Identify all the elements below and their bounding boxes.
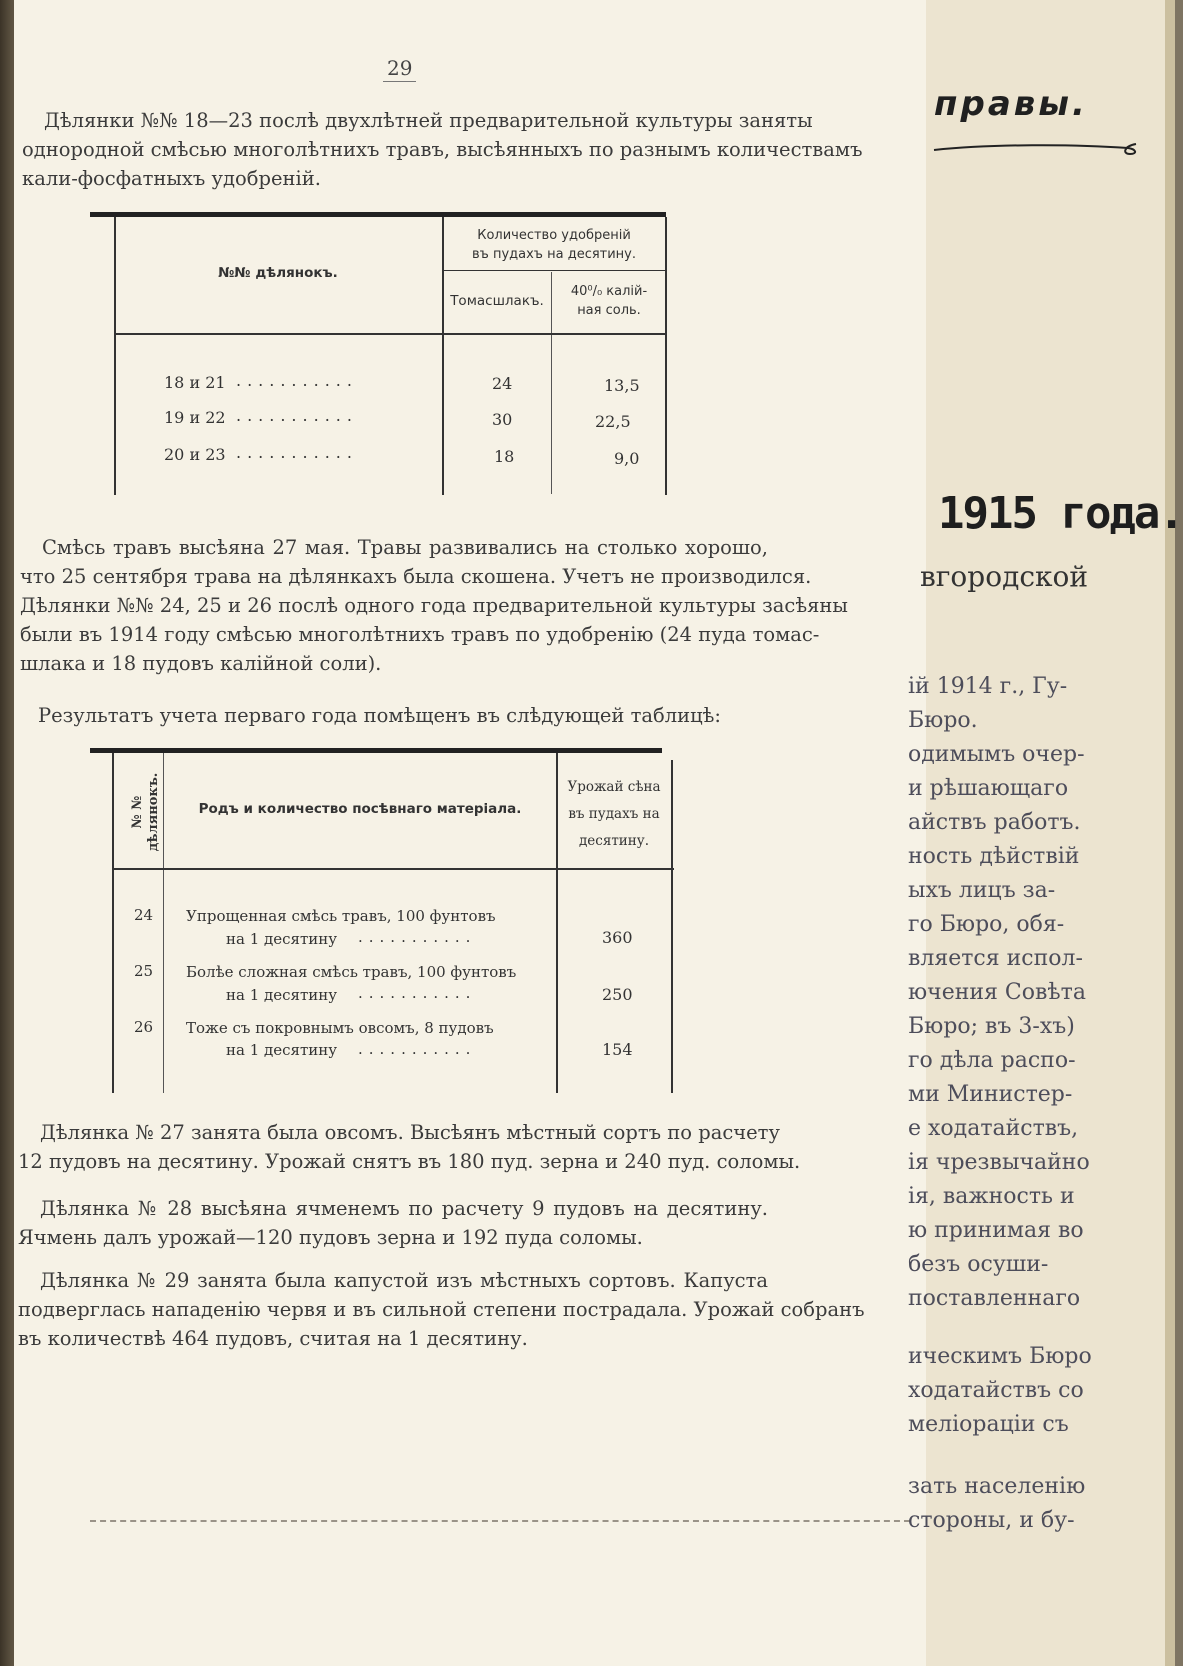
body-line: Дѣлянка № 28 высѣяна ячменемъ по расчету 9 пудовъ на десятину. [40, 1197, 768, 1220]
right-page-year-heading: 1915 года. [938, 488, 1183, 539]
right-page-subheading: вгородской [920, 560, 1089, 593]
header-line: въ пудахъ на [568, 806, 660, 822]
body-line: были въ 1914 году смѣсью многолѣтнихъ травъ по удобренію (24 пуда томас- [20, 623, 820, 646]
body-line: 12 пудовъ на десятину. Урожай снятъ въ 180 пуд. зерна и 240 пуд. соломы. [18, 1150, 801, 1173]
col-header-yield [557, 774, 671, 855]
table-divider [442, 217, 444, 495]
body-line: ическимъ Бюро [908, 1344, 1092, 1369]
book-spine-edge [1165, 0, 1175, 1666]
header-line: въ пудахъ на десятину. [471, 247, 637, 262]
body-line: Дѣлянки №№ 24, 25 и 26 послѣ одного года предварительной культуры засѣяны [20, 594, 848, 617]
cell-material: на 1 десятину [226, 986, 338, 1004]
cell-tomas: 18 [494, 447, 515, 466]
leader-dots: ........... [236, 371, 358, 390]
intro-paragraph [22, 106, 863, 193]
header-line: десятину. [578, 833, 650, 849]
col-header-material: Родъ и количество посѣвнаго матеріала. [198, 801, 522, 817]
body-line: го дѣла распо- [908, 1048, 1076, 1073]
body-line: въ количествѣ 464 пудовъ, считая на 1 десятину. [18, 1327, 528, 1350]
table-top-rule [90, 212, 666, 217]
leader-dots: ........... [236, 406, 358, 425]
body-line: ій 1914 г., Гу- [908, 674, 1068, 699]
cell-material: на 1 десятину [226, 1041, 338, 1059]
cell-material: на 1 десятину [226, 930, 338, 948]
body-line: ность дѣйствій [908, 844, 1080, 869]
body-line: подверглась нападенію червя и въ сильной степени пострадала. Урожай собранъ [18, 1298, 865, 1321]
header-line: Урожай сѣна [567, 779, 661, 795]
plot-29-paragraph [18, 1266, 865, 1353]
cell-yield: 360 [602, 928, 633, 947]
table-top-rule [90, 748, 662, 753]
right-page-text-a [908, 670, 1163, 1112]
ornament-swash [932, 140, 1142, 158]
cell-material: Болѣе сложная смѣсь травъ, 100 фунтовъ [186, 963, 517, 981]
leader-dots: ........... [236, 443, 358, 462]
bottom-dashed-rule [90, 1520, 910, 1523]
cell-tomas: 30 [492, 410, 513, 429]
body-line: айствъ работъ. [908, 810, 1081, 835]
cell-plot: 25 [134, 962, 154, 980]
cell-plots: 19 и 22 [164, 408, 226, 427]
body-line: Дѣлянка № 27 занята была овсомъ. Высѣянъ мѣстный сортъ по расчету [40, 1121, 780, 1144]
body-line: ія, важность и [908, 1184, 1075, 1209]
cell-kali: 9,0 [614, 449, 640, 468]
body-line: мелiорацiи съ [908, 1412, 1069, 1437]
body-line: безъ осуши- [908, 1252, 1049, 1277]
table-header-rule [112, 868, 674, 870]
intro-line: Дѣлянки №№ 18—23 послѣ двухлѣтней предварительной культуры заняты [44, 109, 813, 132]
body-line: Смѣсь травъ высѣяна 27 мая. Травы развивались на столько хорошо, [42, 536, 768, 559]
right-page-text-c [908, 1340, 1163, 1442]
cell-material: Упрощенная смѣсь травъ, 100 фунтовъ [186, 907, 496, 925]
leader-dots: ........... [358, 1040, 477, 1058]
body-line: Дѣлянка № 29 занята была капустой изъ мѣстныхъ сортовъ. Капуста [40, 1269, 768, 1292]
body-line: ю принимая во [908, 1218, 1084, 1243]
cell-kali: 22,5 [595, 412, 631, 431]
body-line: Ячмень далъ урожай—120 пудовъ зерна и 192 пуда соломы. [18, 1226, 643, 1249]
cell-yield: 154 [602, 1040, 633, 1059]
page-number: 29 [383, 56, 416, 82]
cell-kali: 13,5 [604, 376, 640, 395]
body-line: стороны, и бу- [908, 1508, 1075, 1533]
body-line: ыхъ лицъ за- [908, 878, 1056, 903]
table-divider [163, 753, 164, 1093]
body-line: одимымъ очер- [908, 742, 1085, 767]
body-line: шлака и 18 пудовъ калійной соли). [20, 652, 382, 675]
header-line: № № [130, 795, 145, 829]
cell-plot: 26 [134, 1018, 154, 1036]
header-line: 40⁰/₀ калій- [570, 284, 648, 299]
header-line: дѣлянокъ. [146, 772, 161, 852]
col-header-tomas: Томасшлакъ. [450, 293, 544, 309]
body-line: и рѣшающаго [908, 776, 1069, 801]
body-line: Бюро. [908, 708, 978, 733]
body-line: Бюро; въ 3-хъ) [908, 1014, 1075, 1039]
right-page-text-b [908, 1112, 1163, 1316]
table-header-rule [114, 333, 667, 335]
cell-plots: 18 и 21 [164, 373, 226, 392]
col-header-fertilizer [446, 226, 662, 264]
right-page-text-d [908, 1470, 1163, 1538]
cell-tomas: 24 [492, 374, 513, 393]
right-page-heading: правы. [934, 84, 1088, 124]
table-border-right [665, 217, 667, 495]
body-line: ми Министер- [908, 1082, 1073, 1107]
body-line: го Бюро, обя- [908, 912, 1065, 937]
table-border-left [114, 217, 116, 495]
table-subheader-rule [444, 270, 665, 271]
body-line: ія чрезвычайно [908, 1150, 1090, 1175]
cell-plot: 24 [134, 906, 154, 924]
body-line: ходатайствъ со [908, 1378, 1084, 1403]
col-header-plots: №№ дѣлянокъ. [218, 265, 338, 281]
leader-dots: ........... [358, 984, 477, 1002]
cell-yield: 250 [602, 985, 633, 1004]
table-border-left [112, 753, 114, 1093]
col-header-kali [554, 282, 664, 320]
header-line: Количество удобреній [477, 228, 631, 243]
body-line: что 25 сентября трава на дѣлянкахъ была скошена. Учетъ не производился. [20, 565, 812, 588]
col-header-plot-no [130, 764, 162, 860]
table-divider [551, 272, 552, 494]
body-line: ючения Совѣта [908, 980, 1086, 1005]
table-border-right [671, 760, 673, 1093]
result-intro: Результатъ учета перваго года помѣщенъ въ слѣдующей таблицѣ: [38, 704, 721, 727]
body-line: вляется испол- [908, 946, 1083, 971]
intro-line: однородной смѣсью многолѣтнихъ травъ, высѣянныхъ по разнымъ количествамъ [22, 138, 863, 161]
intro-line: кали-фосфатныхъ удобреній. [22, 167, 321, 190]
body-line: поставленнаго [908, 1286, 1081, 1311]
leader-dots: ........... [358, 928, 477, 946]
body-line: е ходатайствъ, [908, 1116, 1079, 1141]
sowing-paragraph [20, 533, 848, 678]
cell-plots: 20 и 23 [164, 445, 226, 464]
plot-28-paragraph [18, 1194, 768, 1252]
header-line: ная соль. [577, 303, 641, 318]
body-line: зать населенію [908, 1474, 1086, 1499]
plot-27-paragraph [18, 1118, 801, 1176]
cell-material: Тоже съ покровнымъ овсомъ, 8 пудовъ [186, 1019, 494, 1037]
